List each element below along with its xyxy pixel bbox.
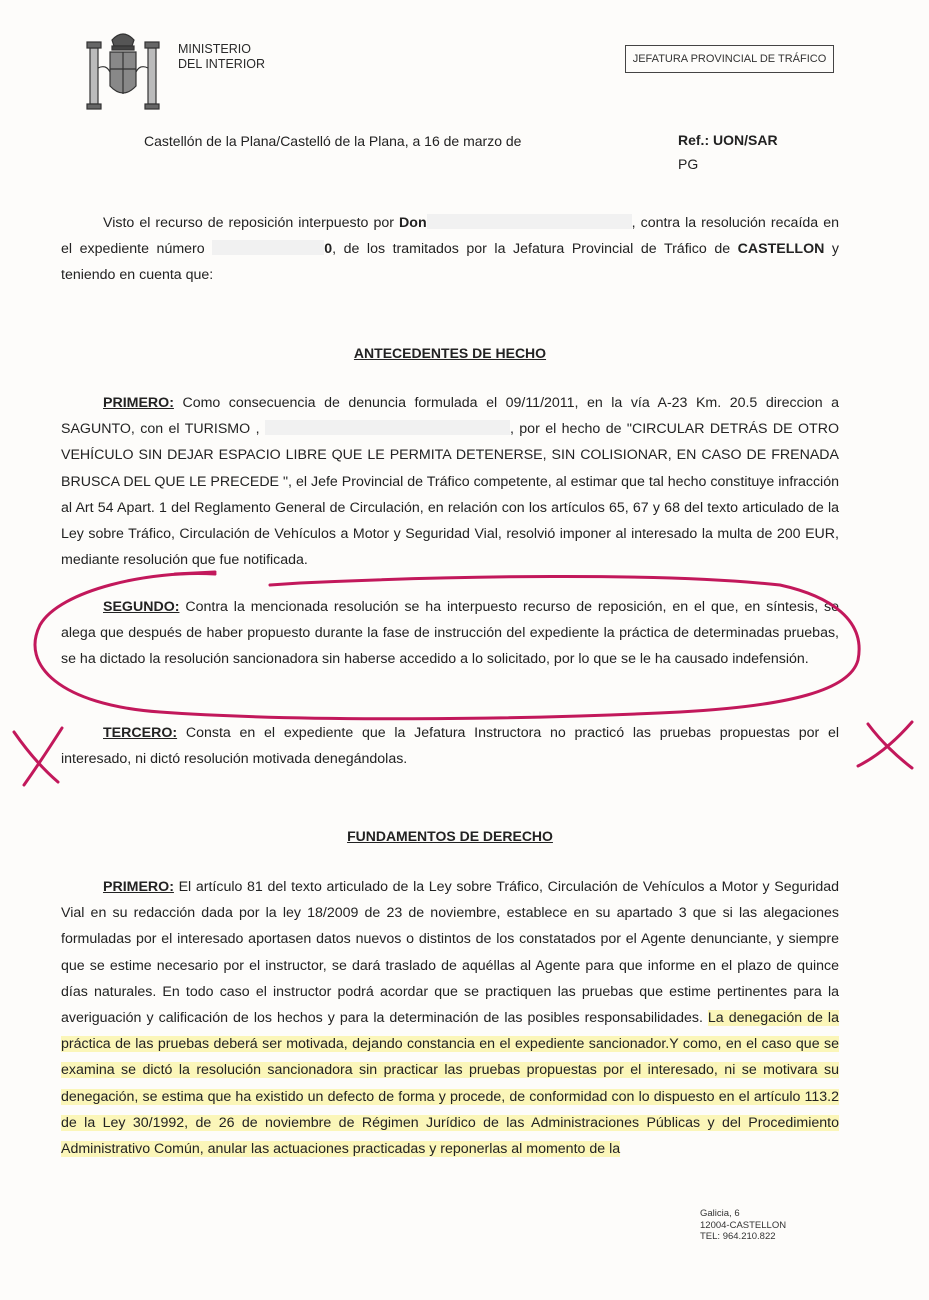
circle-mark [35, 573, 859, 718]
fundamentos-primero: PRIMERO: El artículo 81 del texto articulado de la Ley sobre Tráfico, Circulación de Vehículos a Motor y Seguridad Vial en su redacción dada por la ley 18/2009 de 23 de noviembre, establece en su apartado 3 que si las alegaciones formuladas por el interesado aportasen datos nuevos o distintos de los constatados por el Agente denunciante, y siempre que se estime necesario por el instructor, se dará traslado de aquéllas al Agente para que informe en el plazo de quince días naturales. En todo caso el instructor podrá acordar que se practiquen las pruebas que estime pertinentes para la averiguación y calificación de los hechos y para la determinación de las posibles responsabilidades. La denegación de la práctica de las pruebas deberá ser motivada, dejando constancia en el expediente sancionador.Y como, en el caso que se examina se dictó la resolución sancionadora sin practicar las pruebas propuestas por el interesado, ni se motivara su denegación, se estima que ha existido un defecto de forma y procede, de conformidad con lo dispuesto en el artículo 113.2 de la Ley 30/1992, de 26 de noviembre de Régimen Jurídico de las Administraciones Públicas y del Procedimiento Administrativo Común, anular las actuaciones practicadas y reponerlas al momento de la [61, 879, 839, 1158]
date-line: Castellón de la Plana/Castelló de la Plana, a 16 de marzo de [144, 133, 522, 149]
tercero-label: TERCERO: [103, 725, 178, 741]
cross-mark-left-2 [24, 728, 62, 785]
antecedentes-heading: ANTECEDENTES DE HECHO [353, 345, 547, 361]
underline-mark [175, 572, 215, 574]
jefatura-box: JEFATURA PROVINCIAL DE TRÁFICO [625, 45, 834, 73]
intro-paragraph: Visto el recurso de reposición interpuesto por Don , contra la resolución recaída en el expediente número 0, de los tramitados por la Jefatura Provincial de Tráfico de CASTELLON y teniendo en cuenta que: [61, 215, 839, 284]
don-label: Don [399, 215, 427, 231]
ministry-line2: DEL INTERIOR [178, 57, 266, 71]
fundamentos-primero-label: PRIMERO: [103, 879, 174, 895]
footer-phone: TEL: 964.210.822 [700, 1231, 776, 1242]
fundamentos-heading: FUNDAMENTOS DE DERECHO [347, 828, 553, 844]
castellon-label: CASTELLON [737, 241, 825, 258]
antecedentes-primero: PRIMERO: Como consecuencia de denuncia formulada el 09/11/2011, en la vía A-23 Km. 20.5 direccion a SAGUNTO, con el TURISMO , , por el hecho de "CIRCULAR DETRÁS DE OTRO VEHÍCULO SIN DEJAR ESPACIO LIBRE QUE LE PERMITA DETENERSE, SIN COLISIONAR, EN CASO DE FRENADA BRUSCA DEL QUE LE PRECEDE ", el Jefe Provincial de Tráfico competente, al estimar que tal hecho constituye infracción al Art 54 Apart. 1 del Reglamento General de Circulación, en relación con los artículos 65, 67 y 68 del texto articulado de la Ley sobre Tráfico, Circulación de Vehículos a Motor y Seguridad Vial, resolvió imponer al interesado la multa de 200 EUR, mediante resolución que fue notificada. [61, 395, 839, 569]
footer-street: Galicia, 6 [700, 1208, 740, 1219]
cross-mark-left [14, 732, 58, 782]
reference: Ref.: UON/SAR [678, 132, 778, 148]
highlighted-text: La denegación de la práctica de las pruebas deberá ser motivada, dejando constancia en el expediente sancionador.Y como, en el caso que se examina se dictó la resolución sancionadora sin practicar las pruebas propuestas por el interesado, ni se motivara su denegación, se estima que ha existido un defecto de forma y procede, de conformidad con lo dispuesto en el artículo 113.2 de la Ley 30/1992, de 26 de noviembre de Régimen Jurídico de las Administraciones Públicas y del Procedimiento Administrativo Común, anular las actuaciones practicadas y reponerlas al momento de la [61, 1010, 839, 1158]
segundo-label: SEGUNDO: [103, 599, 180, 615]
ministry-line1: MINISTERIO [178, 42, 251, 56]
antecedentes-tercero: TERCERO: Consta en el expediente que la Jefatura Instructora no practicó las pruebas propuestas por el interesado, ni dictó resolución motivada denegándolas. [61, 725, 839, 768]
primero-label: PRIMERO: [103, 395, 174, 411]
footer-city: 12004-CASTELLON [700, 1219, 787, 1231]
antecedentes-segundo: SEGUNDO: Contra la mencionada resolución se ha interpuesto recurso de reposición, en el que, en síntesis, se alega que después de haber propuesto durante la fase de instrucción del expediente la práctica de determinadas pruebas, se ha dictado la resolución sancionadora sin haberse accedido a lo solicitado, por lo que se le ha causado indefensión. [61, 599, 839, 668]
reference-initials: PG [678, 156, 699, 172]
